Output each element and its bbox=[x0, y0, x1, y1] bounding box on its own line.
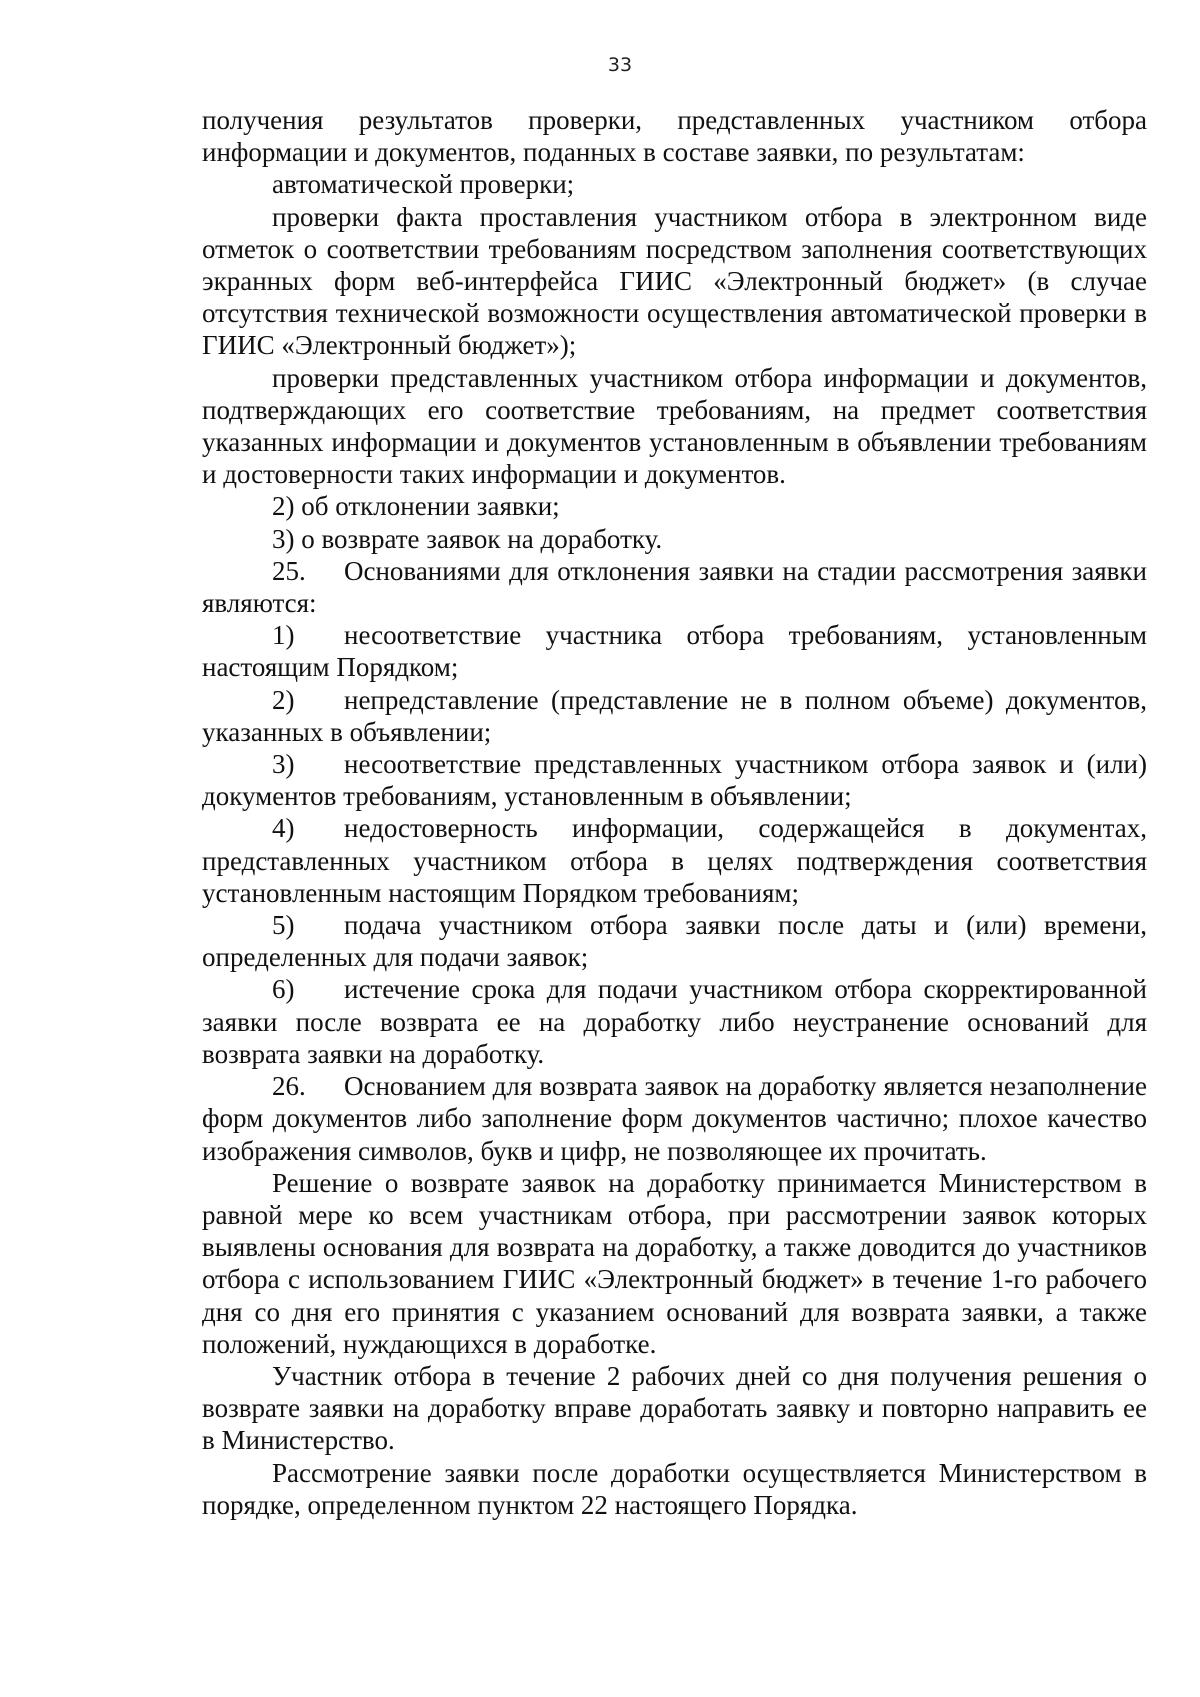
list-item-number: 5) bbox=[272, 910, 295, 941]
paragraph-return-decision: Решение о возврате заявок на доработку принимается Министерством в равной мере ко всем участникам отбора, при рассмотрении заявок которых выявлены основания для возврата на доработку, а также доводится до участников отбора с использованием ГИИС «Электронный бюджет» в течение 1-го рабочего дня со дня его принятия с указанием оснований для возврата заявки, а также положений, нуждающихся в доработке. bbox=[202, 1167, 1147, 1359]
paragraph-review-after-revision: Рассмотрение заявки после доработки осуществляется Министерством в порядке, определенном пунктом 22 настоящего Порядка. bbox=[202, 1457, 1147, 1520]
clause-number: 25. bbox=[272, 555, 306, 586]
list-item-number: 6) bbox=[272, 974, 295, 1005]
clause-26 bbox=[202, 1070, 1147, 1167]
clause-text: Основанием для возврата заявок на доработку является незаполнение форм документов либо заполнение форм документов частично; плохое качество изображения символов, букв и цифр, не позволяющее их прочитать. bbox=[202, 1071, 1147, 1166]
list-item-text: непредставление (представление не в полном объеме) документов, указанных в объявлении; bbox=[202, 684, 1147, 747]
list-item-text: недостоверность информации, содержащейся в документах, представленных участником отбора в целях подтверждения соответствия установленным настоящим Порядком требованиям; bbox=[202, 813, 1147, 908]
list-item-number: 1) bbox=[272, 620, 295, 651]
list-item bbox=[202, 973, 1147, 1070]
paragraph-return: 3) о возврате заявок на доработку. bbox=[272, 523, 663, 554]
page-number: 33 bbox=[607, 54, 633, 76]
clause-25 bbox=[202, 555, 1147, 619]
clause-number: 26. bbox=[272, 1071, 306, 1102]
paragraph-documents-check: проверки представленных участником отбора информации и документов, подтверждающих его соответствие требованиям, на предмет соответствия указанных информации и документов установленным в объявлении требованиям и достоверности таких информации и документов. bbox=[202, 362, 1147, 490]
list-item bbox=[202, 909, 1147, 973]
list-item bbox=[202, 812, 1147, 909]
list-item-text: несоответствие участника отбора требованиям, установленным настоящим Порядком; bbox=[202, 620, 1147, 683]
paragraph-automatic-check: автоматической проверки; bbox=[272, 169, 575, 200]
paragraph-marks-check: проверки факта проставления участником отбора в электронном виде отметок о соответствии требованиям посредством заполнения соответствующих экранных форм веб-интерфейса ГИИС «Электронный бюджет» (в случае отсутствия технической возможности осуществления автоматической проверки в ГИИС «Электронный бюджет»); bbox=[202, 201, 1147, 361]
list-item-text: подача участником отбора заявки после даты и (или) времени, определенных для подачи заявок; bbox=[202, 910, 1147, 973]
document-body bbox=[202, 104, 1147, 1521]
list-item bbox=[202, 619, 1147, 683]
list-item bbox=[202, 684, 1147, 748]
list-item-text: несоответствие представленных участником отбора заявок и (или) документов требованиям, установленным в объявлении; bbox=[202, 749, 1147, 812]
list-item bbox=[202, 748, 1147, 812]
list-item-number: 4) bbox=[272, 813, 295, 844]
list-item-text: истечение срока для подачи участником отбора скорректированной заявки после возврата ее на доработку либо неустранение оснований для возврата заявки на доработку. bbox=[202, 974, 1147, 1069]
paragraph-rejection: 2) об отклонении заявки; bbox=[272, 491, 560, 522]
list-item-number: 3) bbox=[272, 749, 295, 780]
paragraph-intro: получения результатов проверки, представленных участником отбора информации и документов, поданных в составе заявки, по результатам: bbox=[202, 105, 1147, 168]
clause-text: Основаниями для отклонения заявки на стадии рассмотрения заявки являются: bbox=[202, 555, 1147, 619]
paragraph-resubmission: Участник отбора в течение 2 рабочих дней со дня получения решения о возврате заявки на доработку вправе доработать заявку и повторно направить ее в Министерство. bbox=[202, 1360, 1147, 1456]
list-item-number: 2) bbox=[272, 684, 295, 715]
